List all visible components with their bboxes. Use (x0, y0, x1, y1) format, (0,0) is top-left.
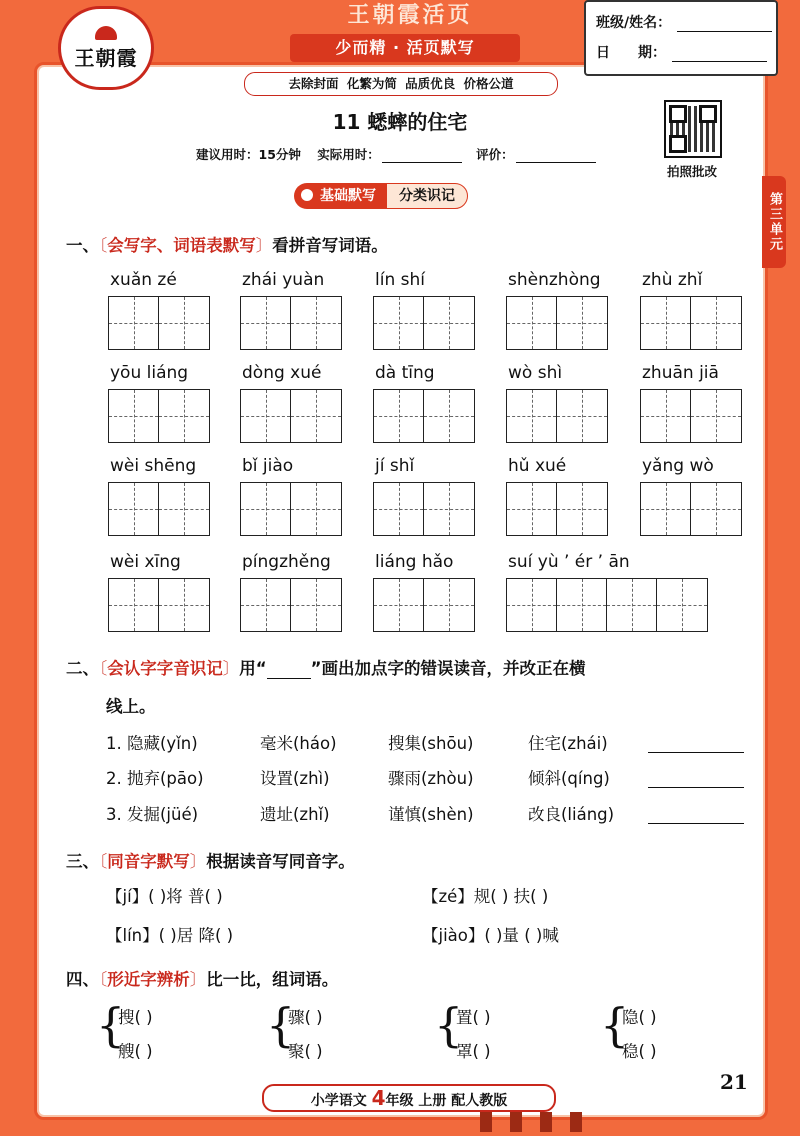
writing-cell[interactable] (557, 483, 607, 535)
writing-grid[interactable] (506, 389, 608, 443)
writing-cell[interactable] (557, 579, 607, 631)
pinyin-label: yǎng wò (642, 456, 714, 476)
footer-edition (262, 1084, 556, 1112)
pronunciation-item: 1. 隐藏(yǐn) (106, 734, 198, 753)
writing-cell[interactable] (159, 483, 209, 535)
writing-grid[interactable] (506, 482, 608, 536)
writing-grid[interactable] (108, 578, 210, 632)
actual-time-field[interactable] (382, 150, 462, 163)
word-group-item[interactable]: 置( ) (456, 1008, 491, 1027)
pinyin-label: xuǎn zé (110, 270, 177, 290)
writing-cell[interactable] (507, 579, 557, 631)
footer-edition-text: 配人教版 (451, 1093, 508, 1109)
score-field[interactable] (516, 150, 596, 163)
pinyin-label: wò shì (508, 363, 563, 383)
pronunciation-item: 住宅(zhái) (528, 734, 608, 753)
brace-icon: { (434, 998, 464, 1052)
word-group-item[interactable]: 罩( ) (456, 1042, 491, 1061)
pronunciation-item: 3. 发掘(jüé) (106, 805, 199, 824)
writing-grid[interactable] (240, 578, 342, 632)
lesson-title: 11 蟋蟀的住宅 (332, 110, 468, 134)
writing-cell[interactable] (691, 390, 741, 442)
writing-grid[interactable] (506, 296, 608, 350)
qr-code-icon[interactable] (664, 100, 722, 158)
word-group-item[interactable]: 骤( ) (288, 1008, 323, 1027)
writing-cell[interactable] (159, 390, 209, 442)
writing-cell[interactable] (241, 390, 291, 442)
tab-basic-dictation-label: 基础默写 (320, 188, 376, 204)
slogan: 少而精 · 活页默写 (290, 34, 520, 62)
brand-title: 王朝霞活页 (347, 2, 473, 28)
underline-sample (267, 664, 311, 679)
question-1-heading: 一、〔会写字、词语表默写〕看拼音写词语。 (66, 236, 388, 255)
writing-grid[interactable] (240, 482, 342, 536)
homophone-item[interactable]: 【lín】( )居 降( ) (106, 926, 234, 945)
pronunciation-item: 遗址(zhǐ) (260, 805, 330, 824)
pinyin-label: dòng xué (242, 363, 322, 383)
features-banner: 去除封面 化繁为简 品质优良 价格公道 (244, 72, 558, 96)
writing-grid[interactable] (108, 389, 210, 443)
pronunciation-item: 设置(zhì) (260, 769, 330, 788)
pinyin-label: wèi xīng (110, 552, 181, 572)
word-group-item[interactable]: 稳( ) (622, 1042, 657, 1061)
writing-cell[interactable] (424, 483, 474, 535)
writing-cell[interactable] (424, 579, 474, 631)
writing-cell[interactable] (159, 297, 209, 349)
brace-icon: { (266, 998, 296, 1052)
word-group-item[interactable]: 隐( ) (622, 1008, 657, 1027)
pinyin-label: shènzhòng (508, 270, 601, 290)
writing-cell[interactable] (607, 579, 657, 631)
writing-cell[interactable] (691, 483, 741, 535)
homophone-item[interactable]: 【zé】规( ) 扶( ) (422, 887, 549, 906)
tab-category-memory[interactable]: 分类识记 (386, 183, 468, 209)
question-2-heading: 二、〔会认字字音识记〕用“ ”画出加点字的错误读音，并改正在横 (66, 659, 586, 678)
writing-cell[interactable] (557, 390, 607, 442)
q2-text-c: 线上。 (106, 697, 156, 716)
pronunciation-item: 2. 抛弃(pāo) (106, 769, 204, 788)
pinyin-label: jí shǐ (375, 456, 415, 476)
date-field[interactable] (672, 47, 767, 62)
writing-cell[interactable] (291, 483, 341, 535)
pronunciation-item: 搜集(shōu) (388, 734, 474, 753)
writing-cell[interactable] (691, 297, 741, 349)
question-4-heading: 四、〔形近字辨析〕比一比，组词语。 (66, 970, 339, 989)
correction-line[interactable] (648, 787, 744, 788)
writing-grid[interactable] (373, 389, 475, 443)
writing-cell[interactable] (109, 297, 159, 349)
writing-cell[interactable] (507, 297, 557, 349)
pinyin-label: zhuān jiā (642, 363, 719, 383)
word-group-item[interactable]: 聚( ) (288, 1042, 323, 1061)
homophone-item[interactable]: 【jí】( )将 普( ) (106, 887, 223, 906)
writing-cell[interactable] (641, 390, 691, 442)
writing-cell[interactable] (109, 579, 159, 631)
tab-basic-dictation[interactable] (294, 183, 386, 209)
pronunciation-item: 谨慎(shèn) (388, 805, 474, 824)
q3-text: 根据读音写同音字。 (206, 852, 355, 871)
q2-tag: 会认字字音识记 (107, 659, 223, 678)
suggested-time: 建议用时：15分钟 (196, 147, 301, 162)
question-3-heading: 三、〔同音字默写〕根据读音写同音字。 (66, 852, 355, 871)
writing-cell[interactable] (241, 297, 291, 349)
footer-subject: 小学语文 (310, 1093, 367, 1109)
q2-number: 二、 (66, 659, 99, 678)
writing-grid[interactable] (640, 296, 742, 350)
page-number: 21 (720, 1070, 748, 1094)
qr-label: 拍照批改 (666, 164, 717, 179)
q4-text: 比一比，组词语。 (206, 970, 339, 989)
binding-marks (480, 1112, 600, 1136)
pinyin-label: yōu liáng (110, 363, 189, 383)
writing-cell[interactable] (657, 579, 707, 631)
writing-cell[interactable] (374, 579, 424, 631)
writing-grid[interactable] (108, 482, 210, 536)
pinyin-label: suí yù ’ ér ’ ān (508, 552, 630, 572)
bell-icon (301, 189, 313, 201)
q1-number: 一、 (66, 236, 99, 255)
q1-tag: 会写字、词语表默写 (107, 236, 256, 255)
writing-cell[interactable] (374, 483, 424, 535)
unit-side-tab: 第三单元 (762, 176, 786, 268)
writing-grid[interactable] (108, 296, 210, 350)
correction-line[interactable] (648, 823, 744, 824)
q4-tag: 形近字辨析 (107, 970, 190, 989)
writing-grid[interactable] (240, 389, 342, 443)
pronunciation-item: 毫米(háo) (260, 734, 337, 753)
class-name-label: 班级/姓名： (596, 15, 672, 31)
logo-emblem-icon (95, 26, 117, 40)
writing-cell[interactable] (291, 297, 341, 349)
writing-grid[interactable] (373, 296, 475, 350)
section-tabs (294, 183, 468, 209)
class-name-row (596, 12, 772, 32)
q2-text-b: ”画出加点字的错误读音，并改正在横 (310, 659, 586, 678)
pronunciation-item: 倾斜(qíng) (528, 769, 610, 788)
actual-time-label: 实际用时： (317, 147, 380, 162)
correction-line[interactable] (648, 752, 744, 753)
writing-cell[interactable] (241, 483, 291, 535)
pronunciation-item: 改良(liáng) (528, 805, 615, 824)
date-label: 日 期： (596, 45, 666, 61)
pinyin-label: wèi shēng (110, 456, 197, 476)
writing-cell[interactable] (291, 390, 341, 442)
writing-cell[interactable] (424, 297, 474, 349)
pinyin-label: bǐ jiào (242, 456, 294, 476)
q1-text: 看拼音写词语。 (272, 236, 388, 255)
word-group-item[interactable]: 艘( ) (118, 1042, 153, 1061)
writing-grid[interactable] (373, 482, 475, 536)
writing-cell[interactable] (507, 390, 557, 442)
footer-grade: 4 (371, 1086, 386, 1110)
writing-grid[interactable] (373, 578, 475, 632)
writing-cell[interactable] (241, 579, 291, 631)
writing-cell[interactable] (109, 390, 159, 442)
writing-cell[interactable] (374, 390, 424, 442)
writing-cell[interactable] (291, 579, 341, 631)
footer-grade-suffix: 年级 (385, 1093, 414, 1109)
writing-cell[interactable] (109, 483, 159, 535)
q4-number: 四、 (66, 970, 99, 989)
writing-grid[interactable] (640, 482, 742, 536)
pronunciation-item: 骤雨(zhòu) (388, 769, 474, 788)
writing-grid[interactable] (640, 389, 742, 443)
q2-text-a: 用“ (239, 659, 267, 678)
q3-number: 三、 (66, 852, 99, 871)
brand-logo (58, 6, 154, 90)
writing-grid[interactable] (240, 296, 342, 350)
pinyin-label: dà tīng (375, 363, 435, 383)
date-row (596, 42, 767, 62)
writing-cell[interactable] (557, 297, 607, 349)
pinyin-label: lín shí (375, 270, 425, 290)
pinyin-label: hǔ xué (508, 456, 567, 476)
pinyin-label: zhái yuàn (242, 270, 325, 290)
student-info-box (584, 0, 778, 76)
writing-cell[interactable] (159, 579, 209, 631)
writing-grid[interactable] (506, 578, 708, 632)
logo-text: 王朝霞 (74, 45, 138, 70)
writing-cell[interactable] (641, 483, 691, 535)
writing-cell[interactable] (374, 297, 424, 349)
homophone-item[interactable]: 【jiào】( )量 ( )喊 (422, 926, 559, 945)
class-name-field[interactable] (677, 17, 772, 32)
pinyin-label: píngzhěng (242, 552, 331, 572)
footer-term: 上册 (418, 1093, 447, 1109)
writing-cell[interactable] (641, 297, 691, 349)
q3-tag: 同音字默写 (107, 852, 190, 871)
pinyin-label: liáng hǎo (375, 552, 454, 572)
word-group-item[interactable]: 搜( ) (118, 1008, 153, 1027)
writing-cell[interactable] (507, 483, 557, 535)
brace-icon: { (600, 998, 630, 1052)
brace-icon: { (96, 998, 126, 1052)
score-label: 评价： (476, 147, 514, 162)
writing-cell[interactable] (424, 390, 474, 442)
timing-row (196, 145, 606, 163)
pinyin-label: zhù zhǐ (642, 270, 703, 290)
